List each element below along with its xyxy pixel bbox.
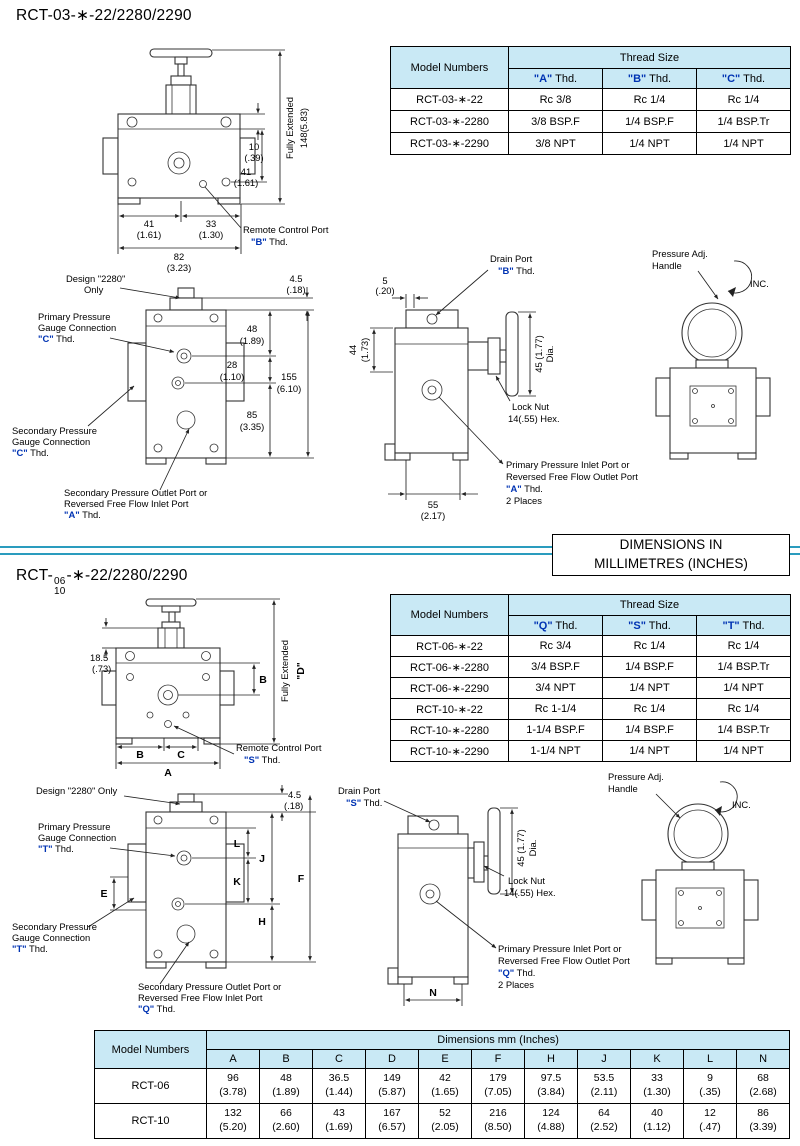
secondary-gauge-label-2: Gauge Connection (12, 436, 91, 447)
primary-inlet-thread: "Q" Thd. (498, 967, 536, 978)
thread-letter: "T" (722, 619, 740, 632)
table-row (391, 657, 791, 678)
valve-drawing (388, 808, 500, 984)
dim-85-in: (3.35) (239, 421, 265, 432)
col-header-s-thd (603, 616, 697, 636)
thread-table-rct03 (390, 46, 791, 155)
dim-44-mm: 44 (347, 344, 358, 356)
page-title-rct03: RCT-03-∗-22/2280/2290 (16, 7, 192, 24)
dim-e: E (100, 888, 108, 900)
model-cell: RCT-10-∗-2290 (391, 741, 509, 762)
inch-value: (4.88) (537, 1121, 565, 1133)
primary-gauge-label: Primary Pressure (38, 821, 111, 832)
table-header-row (391, 47, 791, 69)
mm-value: 36.5 (328, 1072, 350, 1085)
secondary-outlet-label-2: Reversed Free Flow Inlet Port (138, 992, 263, 1003)
value-cell (578, 1069, 631, 1104)
mm-value: 40 (651, 1107, 663, 1120)
remote-control-port-label: Remote Control Port (243, 224, 329, 235)
valve-drawing (656, 303, 770, 459)
col-header-k: K (631, 1050, 684, 1069)
mm-value: 42 (439, 1072, 451, 1085)
dim-b-side: B (259, 674, 267, 686)
col-header-b: B (260, 1050, 313, 1069)
value-cell: 1/4 NPT (603, 133, 697, 155)
value-cell (737, 1069, 790, 1104)
mm-value: 33 (651, 1072, 663, 1085)
value-cell: 1/4 NPT (697, 741, 791, 762)
dim-155-mm: 155 (281, 371, 297, 382)
inch-value: (1.65) (431, 1086, 459, 1098)
value-cell (684, 1104, 737, 1139)
col-header-l: L (684, 1050, 737, 1069)
fully-extended-label: Fully Extended (284, 96, 295, 160)
col-header-j: J (578, 1050, 631, 1069)
dim-18-5-in: (.73) (92, 663, 112, 674)
remote-control-port-thread: "B" Thd. (251, 236, 288, 247)
mm-value: 97.5 (540, 1072, 562, 1085)
dimensions-note-box (552, 534, 790, 576)
value-cell: 1/4 NPT (603, 741, 697, 762)
value-cell: Rc 1/4 (603, 89, 697, 111)
handwheel-dia-dim: 45 (1.77) (533, 335, 544, 373)
primary-gauge-thread: "C" Thd. (38, 333, 75, 344)
primary-gauge-label-2: Gauge Connection (38, 832, 117, 843)
table-row (391, 678, 791, 699)
value-cell: 3/8 BSP.F (509, 111, 603, 133)
dim-28-in: (1.10) (219, 371, 245, 382)
design-2280-label: Design "2280" Only (36, 785, 118, 796)
col-header-n: N (737, 1050, 790, 1069)
dim-48-in: (1.89) (239, 335, 265, 346)
leader-lines (698, 261, 752, 299)
figure-rct03-front-view (8, 268, 343, 526)
dim-48-mm: 48 (246, 323, 258, 334)
value-cell: Rc 1-1/4 (509, 699, 603, 720)
remote-control-port-label: Remote Control Port (236, 742, 322, 753)
pressure-adj-handle-label-2: Handle (652, 260, 682, 271)
value-cell (313, 1069, 366, 1104)
secondary-outlet-thread: "A" Thd. (64, 509, 101, 520)
model-cell: RCT-10-∗-2280 (391, 720, 509, 741)
model-cell: RCT-06-∗-2280 (391, 657, 509, 678)
value-cell (207, 1069, 260, 1104)
valve-drawing (642, 804, 758, 964)
secondary-gauge-label: Secondary Pressure (12, 425, 97, 436)
table-row (391, 636, 791, 657)
value-cell: Rc 1/4 (697, 636, 791, 657)
dim-41-bottom-mm: 41 (143, 218, 155, 229)
inch-value: (1.69) (325, 1121, 353, 1133)
thread-suffix: Thd. (552, 72, 578, 85)
value-cell (260, 1069, 313, 1104)
thread-letter: "A" (533, 72, 553, 85)
dim-5-mm: 5 (382, 275, 388, 286)
col-header-d: D (366, 1050, 419, 1069)
dim-41-right-mm: 41 (240, 166, 252, 177)
lock-nut-label: Lock Nut (508, 875, 545, 886)
dim-10-in: (.39) (244, 152, 264, 163)
model-cell: RCT-03-∗-2280 (391, 111, 509, 133)
primary-inlet-thread: "A" Thd. (506, 483, 543, 494)
primary-inlet-places: 2 Places (498, 979, 534, 990)
inch-value: (3.39) (749, 1121, 777, 1133)
overall-height-dim: 148(5.83) (298, 107, 309, 149)
dim-18-5-mm: 18.5 (90, 652, 109, 663)
mm-value: 64 (598, 1107, 610, 1120)
model-cell: RCT-03-∗-22 (391, 89, 509, 111)
table-row-rct06 (95, 1069, 790, 1104)
primary-inlet-places: 2 Places (506, 495, 542, 506)
title-prefix: RCT- (16, 567, 53, 584)
mm-value: 43 (333, 1107, 345, 1120)
mm-value: 179 (489, 1072, 507, 1085)
dim-55-mm: 55 (427, 499, 439, 510)
figure-rct03-side-view (340, 248, 662, 528)
dim-82-in: (3.23) (166, 262, 192, 273)
title-size-fraction (54, 577, 66, 597)
pressure-adj-handle-label: Pressure Adj. (608, 771, 664, 782)
figure-rct0610-external-view (88, 593, 333, 785)
mm-value: 52 (439, 1107, 451, 1120)
inch-value: (7.05) (484, 1086, 512, 1098)
table-header-row (95, 1031, 790, 1050)
dim-l: L (233, 838, 241, 850)
inch-value: (1.44) (325, 1086, 353, 1098)
pressure-adj-handle-label-2: Handle (608, 783, 638, 794)
inch-value: (2.60) (272, 1121, 300, 1133)
dim-c: C (177, 749, 185, 761)
value-cell: 1/4 BSP.F (603, 720, 697, 741)
mm-value: 124 (542, 1107, 560, 1120)
dim-33-mm: 33 (205, 218, 217, 229)
value-cell: 3/8 NPT (509, 133, 603, 155)
value-cell (472, 1104, 525, 1139)
dim-j: J (259, 853, 265, 865)
value-cell: Rc 3/8 (509, 89, 603, 111)
thread-letter: "S" (628, 619, 646, 632)
thread-suffix: Thd. (739, 619, 765, 632)
inch-value: (3.78) (219, 1086, 247, 1098)
col-header-q-thd (509, 616, 603, 636)
dim-f: F (297, 873, 305, 885)
dim-41-bottom-in: (1.61) (136, 229, 162, 240)
table-row (391, 89, 791, 111)
value-cell: 1/4 NPT (603, 678, 697, 699)
value-cell: Rc 1/4 (697, 89, 791, 111)
dim-155-in: (6.10) (276, 383, 302, 394)
value-cell: 1/4 BSP.F (603, 657, 697, 678)
drain-port-label: Drain Port (490, 253, 533, 264)
thread-letter: "B" (627, 72, 647, 85)
primary-gauge-label-2: Gauge Connection (38, 322, 117, 333)
primary-inlet-label-2: Reversed Free Flow Outlet Port (506, 471, 638, 482)
value-cell (366, 1104, 419, 1139)
inch-value: (1.30) (643, 1086, 671, 1098)
dim-55-in: (2.17) (420, 510, 446, 521)
mm-value: 96 (227, 1072, 239, 1085)
model-cell: RCT-06-∗-2290 (391, 678, 509, 699)
figure-rct03-external-view (55, 36, 355, 278)
drain-port-thread: "B" Thd. (498, 265, 535, 276)
secondary-outlet-label: Secondary Pressure Outlet Port or (64, 487, 208, 498)
figure-rct0610-front-view (8, 782, 348, 1030)
value-cell: 1/4 NPT (697, 678, 791, 699)
title-suffix: -∗-22/2280/2290 (66, 567, 188, 584)
dim-4-5-in: (.18) (286, 284, 306, 295)
mm-value: 132 (224, 1107, 242, 1120)
lock-nut-label: Lock Nut (512, 401, 549, 412)
drain-port-label: Drain Port (338, 785, 381, 796)
size-06: 06 (53, 576, 66, 587)
figure-rct03-rear-view (638, 243, 800, 493)
value-cell: 1/4 BSP.Tr (697, 720, 791, 741)
col-header-f: F (472, 1050, 525, 1069)
dim-4-5-in: (.18) (284, 800, 304, 811)
inch-value: (3.84) (537, 1086, 565, 1098)
col-header-c-thd (697, 69, 791, 89)
value-cell: 1-1/4 BSP.F (509, 720, 603, 741)
thread-suffix: Thd. (645, 619, 671, 632)
col-header-t-thd (697, 616, 791, 636)
dim-44-in: (1.73) (359, 337, 370, 363)
value-cell: Rc 1/4 (697, 699, 791, 720)
table-header-row (391, 595, 791, 616)
secondary-gauge-label: Secondary Pressure (12, 921, 97, 932)
inch-value: (1.89) (272, 1086, 300, 1098)
table-row (391, 699, 791, 720)
col-header-b-thd (603, 69, 697, 89)
thread-suffix: Thd. (740, 72, 766, 85)
inch-value: (2.11) (590, 1086, 618, 1098)
inch-value: (2.52) (590, 1121, 618, 1133)
lock-nut-size: 14(.55) Hex. (504, 887, 556, 898)
valve-drawing (102, 599, 234, 744)
inch-value: (1.12) (643, 1121, 671, 1133)
value-cell: Rc 3/4 (509, 636, 603, 657)
dim-b: B (136, 749, 144, 761)
model-cell: RCT-10-∗-22 (391, 699, 509, 720)
thread-letter: "Q" (533, 619, 553, 632)
thread-size-header: Thread Size (509, 47, 791, 69)
dim-a: A (164, 767, 172, 779)
secondary-outlet-label-2: Reversed Free Flow Inlet Port (64, 498, 189, 509)
dimensions-group-header: Dimensions mm (Inches) (207, 1031, 790, 1050)
handwheel-dia-word: Dia. (544, 345, 555, 363)
value-cell (260, 1104, 313, 1139)
table-row (391, 111, 791, 133)
inch-value: (5.87) (378, 1086, 406, 1098)
value-cell: 1-1/4 NPT (509, 741, 603, 762)
model-cell: RCT-06 (95, 1069, 207, 1104)
model-numbers-header: Model Numbers (391, 47, 509, 89)
dim-85-mm: 85 (246, 409, 258, 420)
mm-value: 86 (757, 1107, 769, 1120)
value-cell (631, 1104, 684, 1139)
mm-value: 66 (280, 1107, 292, 1120)
mm-value: 12 (704, 1107, 716, 1120)
dim-82-mm: 82 (173, 251, 185, 262)
value-cell (631, 1069, 684, 1104)
dimensions-note-line1: DIMENSIONS IN (619, 537, 723, 553)
inc-label: INC. (750, 278, 769, 289)
mm-value: 68 (757, 1072, 769, 1085)
table-row (391, 133, 791, 155)
dim-33-in: (1.30) (198, 229, 224, 240)
figure-rct0610-rear-view (598, 768, 800, 983)
value-cell: 1/4 BSP.Tr (697, 657, 791, 678)
model-cell: RCT-03-∗-2290 (391, 133, 509, 155)
primary-inlet-label-2: Reversed Free Flow Outlet Port (498, 955, 630, 966)
value-cell: 1/4 NPT (697, 133, 791, 155)
secondary-gauge-thread: "C" Thd. (12, 447, 49, 458)
value-cell (525, 1069, 578, 1104)
col-header-e: E (419, 1050, 472, 1069)
model-cell: RCT-10 (95, 1104, 207, 1139)
table-row (391, 720, 791, 741)
value-cell (737, 1104, 790, 1139)
thread-table-rct0610 (390, 594, 791, 762)
thread-letter: "C" (721, 72, 741, 85)
value-cell (578, 1104, 631, 1139)
thread-suffix: Thd. (552, 619, 578, 632)
dim-n: N (429, 987, 437, 999)
dimensions-table (94, 1030, 790, 1139)
design-2280-label-2: Only (84, 284, 104, 295)
value-cell (419, 1069, 472, 1104)
value-cell (207, 1104, 260, 1139)
valve-drawing (103, 49, 255, 204)
value-cell (684, 1069, 737, 1104)
valve-drawing (128, 794, 244, 968)
inc-rotation-arrow (728, 261, 752, 293)
value-cell: Rc 1/4 (603, 699, 697, 720)
table-row-rct10 (95, 1104, 790, 1139)
inch-value: (2.68) (749, 1086, 777, 1098)
table-row (391, 741, 791, 762)
primary-gauge-label: Primary Pressure (38, 311, 111, 322)
value-cell (472, 1069, 525, 1104)
value-cell: 1/4 BSP.F (603, 111, 697, 133)
dimensions-note-line2: MILLIMETRES (INCHES) (594, 556, 748, 571)
dim-4-5-mm: 4.5 (289, 273, 303, 284)
primary-gauge-thread: "T" Thd. (38, 843, 74, 854)
design-2280-label: Design "2280" (66, 273, 126, 284)
inch-value: (2.05) (431, 1121, 459, 1133)
col-header-h: H (525, 1050, 578, 1069)
inch-value: (.35) (699, 1086, 721, 1098)
value-cell (366, 1069, 419, 1104)
inch-value: (8.50) (484, 1121, 512, 1133)
value-cell (525, 1104, 578, 1139)
value-cell (419, 1104, 472, 1139)
dim-k: K (233, 876, 241, 888)
overall-height-letter: "D" (295, 662, 307, 680)
primary-inlet-label: Primary Pressure Inlet Port or (506, 459, 630, 470)
col-header-a: A (207, 1050, 260, 1069)
mm-value: 167 (383, 1107, 401, 1120)
secondary-outlet-thread: "Q" Thd. (138, 1003, 176, 1014)
pressure-adj-handle-label: Pressure Adj. (652, 248, 708, 259)
thread-size-header: Thread Size (509, 595, 791, 616)
remote-control-port-thread: "S" Thd. (244, 754, 281, 765)
dim-4-5-mm: 4.5 (288, 789, 302, 800)
size-10: 10 (53, 586, 66, 597)
fully-extended-label: Fully Extended (279, 639, 290, 703)
col-header-a-thd (509, 69, 603, 89)
value-cell: 3/4 NPT (509, 678, 603, 699)
mm-value: 216 (489, 1107, 507, 1120)
value-cell: 3/4 BSP.F (509, 657, 603, 678)
secondary-outlet-label: Secondary Pressure Outlet Port or (138, 981, 282, 992)
handwheel-dia-word: Dia. (527, 839, 538, 857)
col-header-c: C (313, 1050, 366, 1069)
inch-value: (6.57) (378, 1121, 406, 1133)
primary-inlet-label: Primary Pressure Inlet Port or (498, 943, 622, 954)
mm-value: 53.5 (593, 1072, 615, 1085)
valve-drawing (385, 310, 518, 460)
mm-value: 149 (383, 1072, 401, 1085)
value-cell (313, 1104, 366, 1139)
drain-port-thread: "S" Thd. (346, 797, 383, 808)
dim-41-right-in: (1.61) (233, 177, 259, 188)
dim-28-mm: 28 (226, 359, 238, 370)
lock-nut-size: 14(.55) Hex. (508, 413, 560, 424)
secondary-gauge-thread: "T" Thd. (12, 943, 48, 954)
model-cell: RCT-06-∗-22 (391, 636, 509, 657)
thread-suffix: Thd. (646, 72, 672, 85)
value-cell: Rc 1/4 (603, 636, 697, 657)
model-numbers-header: Model Numbers (391, 595, 509, 636)
inch-value: (.47) (699, 1121, 721, 1133)
inc-label: INC. (732, 799, 751, 810)
model-numbers-header: Model Numbers (95, 1031, 207, 1069)
dim-10-mm: 10 (248, 141, 260, 152)
mm-value: 48 (280, 1072, 292, 1085)
handwheel-dia-dim: 45 (1.77) (515, 829, 526, 867)
inch-value: (5.20) (219, 1121, 247, 1133)
mm-value: 9 (707, 1072, 713, 1085)
secondary-gauge-label-2: Gauge Connection (12, 932, 91, 943)
dim-h: H (258, 916, 266, 928)
dim-5-in: (.20) (375, 285, 395, 296)
value-cell: 1/4 BSP.Tr (697, 111, 791, 133)
